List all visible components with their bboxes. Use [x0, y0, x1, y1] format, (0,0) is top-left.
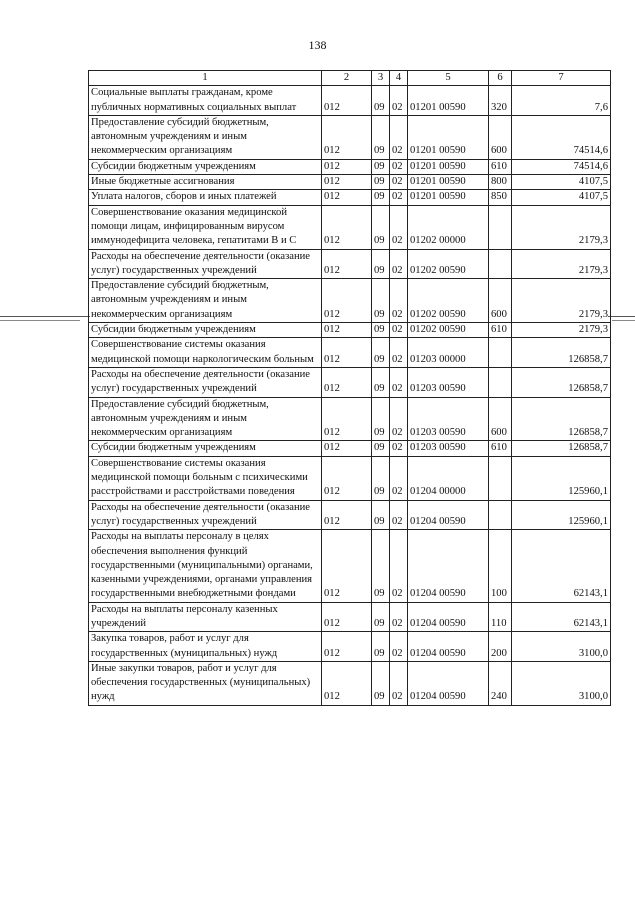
row-vr: 850: [489, 190, 512, 205]
row-pr: 02: [390, 86, 408, 116]
row-vr: 600: [489, 279, 512, 323]
row-name: Иные бюджетные ассигнования: [89, 175, 322, 190]
row-pr: 02: [390, 115, 408, 159]
col-header-3: 3: [372, 71, 390, 86]
row-name: Расходы на обеспечение деятельности (оказание услуг) государственных учреждений: [89, 249, 322, 279]
table-row: [89, 190, 611, 205]
row-name: Социальные выплаты гражданам, кроме публичных нормативных социальных выплат: [89, 86, 322, 116]
row-sum: 62143,1: [512, 530, 611, 602]
row-rz: 09: [372, 175, 390, 190]
row-sum: 4107,5: [512, 175, 611, 190]
row-vr: 800: [489, 175, 512, 190]
row-ved: 012: [322, 397, 372, 441]
row-name: Совершенствование системы оказания медицинской помощи наркологическим больным: [89, 338, 322, 368]
row-ved: 012: [322, 456, 372, 500]
row-sum: 3100,0: [512, 632, 611, 662]
row-rz: 09: [372, 500, 390, 530]
row-vr: 610: [489, 323, 512, 338]
row-pr: 02: [390, 441, 408, 456]
row-csr: 01204 00590: [408, 632, 489, 662]
row-vr: [489, 500, 512, 530]
row-vr: 610: [489, 159, 512, 174]
row-ved: 012: [322, 661, 372, 705]
row-sum: 125960,1: [512, 456, 611, 500]
row-sum: 4107,5: [512, 190, 611, 205]
row-pr: 02: [390, 323, 408, 338]
row-pr: 02: [390, 279, 408, 323]
table-row: [89, 205, 611, 249]
row-rz: 09: [372, 279, 390, 323]
row-pr: 02: [390, 397, 408, 441]
row-sum: 3100,0: [512, 661, 611, 705]
row-vr: 240: [489, 661, 512, 705]
row-csr: 01203 00000: [408, 338, 489, 368]
row-pr: 02: [390, 456, 408, 500]
table-row: [89, 115, 611, 159]
table-row: [89, 159, 611, 174]
table-row: [89, 661, 611, 705]
row-vr: 600: [489, 115, 512, 159]
row-rz: 09: [372, 367, 390, 397]
row-csr: 01203 00590: [408, 367, 489, 397]
row-pr: 02: [390, 367, 408, 397]
row-rz: 09: [372, 397, 390, 441]
row-vr: [489, 338, 512, 368]
table-row: [89, 249, 611, 279]
row-ved: 012: [322, 190, 372, 205]
row-vr: 200: [489, 632, 512, 662]
row-name: Субсидии бюджетным учреждениям: [89, 441, 322, 456]
row-ved: 012: [322, 115, 372, 159]
row-rz: 09: [372, 205, 390, 249]
row-pr: 02: [390, 175, 408, 190]
row-rz: 09: [372, 441, 390, 456]
row-name: Расходы на выплаты персоналу казенных учреждений: [89, 602, 322, 632]
row-rz: 09: [372, 86, 390, 116]
row-csr: 01201 00590: [408, 190, 489, 205]
row-vr: [489, 249, 512, 279]
row-name: Субсидии бюджетным учреждениям: [89, 159, 322, 174]
row-rz: 09: [372, 456, 390, 500]
row-rz: 09: [372, 159, 390, 174]
table-row: [89, 86, 611, 116]
row-csr: 01201 00590: [408, 86, 489, 116]
row-csr: 01203 00590: [408, 397, 489, 441]
col-header-1: 1: [89, 71, 322, 86]
col-header-4: 4: [390, 71, 408, 86]
row-ved: 012: [322, 249, 372, 279]
row-sum: 125960,1: [512, 500, 611, 530]
col-header-6: 6: [489, 71, 512, 86]
table-row: [89, 397, 611, 441]
scan-line-left-lower: [0, 320, 80, 321]
row-name: Предоставление субсидий бюджетным, автономным учреждениям и иным некоммерческим организациям: [89, 279, 322, 323]
row-pr: 02: [390, 338, 408, 368]
row-sum: 126858,7: [512, 367, 611, 397]
col-header-7: 7: [512, 71, 611, 86]
row-csr: 01204 00590: [408, 602, 489, 632]
row-csr: 01202 00590: [408, 279, 489, 323]
row-ved: 012: [322, 159, 372, 174]
row-pr: 02: [390, 661, 408, 705]
table-row: [89, 456, 611, 500]
table-row: [89, 530, 611, 602]
table-row: [89, 602, 611, 632]
row-ved: 012: [322, 602, 372, 632]
row-ved: 012: [322, 86, 372, 116]
table-row: [89, 500, 611, 530]
row-rz: 09: [372, 249, 390, 279]
row-ved: 012: [322, 632, 372, 662]
row-vr: 600: [489, 397, 512, 441]
row-csr: 01201 00590: [408, 115, 489, 159]
table-row: [89, 441, 611, 456]
row-name: Уплата налогов, сборов и иных платежей: [89, 190, 322, 205]
row-rz: 09: [372, 190, 390, 205]
row-name: Субсидии бюджетным учреждениям: [89, 323, 322, 338]
row-csr: 01201 00590: [408, 159, 489, 174]
row-name: Иные закупки товаров, работ и услуг для обеспечения государственных (муниципальных) нужд: [89, 661, 322, 705]
budget-table: [88, 70, 611, 706]
row-sum: 62143,1: [512, 602, 611, 632]
row-rz: 09: [372, 530, 390, 602]
row-vr: 110: [489, 602, 512, 632]
row-sum: 126858,7: [512, 397, 611, 441]
row-sum: 126858,7: [512, 338, 611, 368]
row-name: Предоставление субсидий бюджетным, автономным учреждениям и иным некоммерческим организациям: [89, 115, 322, 159]
row-sum: 74514,6: [512, 115, 611, 159]
row-rz: 09: [372, 661, 390, 705]
row-ved: 012: [322, 175, 372, 190]
table-row: [89, 175, 611, 190]
row-ved: 012: [322, 367, 372, 397]
row-sum: 2179,3: [512, 205, 611, 249]
row-pr: 02: [390, 632, 408, 662]
row-pr: 02: [390, 190, 408, 205]
row-csr: 01201 00590: [408, 175, 489, 190]
row-sum: 2179,3: [512, 249, 611, 279]
row-vr: [489, 456, 512, 500]
row-pr: 02: [390, 159, 408, 174]
row-rz: 09: [372, 602, 390, 632]
row-sum: 2179,3: [512, 279, 611, 323]
row-rz: 09: [372, 338, 390, 368]
row-sum: 2179,3: [512, 323, 611, 338]
row-name: Расходы на обеспечение деятельности (оказание услуг) государственных учреждений: [89, 367, 322, 397]
row-name: Закупка товаров, работ и услуг для государственных (муниципальных) нужд: [89, 632, 322, 662]
row-ved: 012: [322, 323, 372, 338]
row-sum: 126858,7: [512, 441, 611, 456]
row-ved: 012: [322, 205, 372, 249]
row-vr: 320: [489, 86, 512, 116]
page-number: 138: [308, 38, 327, 52]
row-csr: 01202 00590: [408, 323, 489, 338]
col-header-2: 2: [322, 71, 372, 86]
row-pr: 02: [390, 249, 408, 279]
row-name: Совершенствование системы оказания медицинской помощи больным с психическими расстройствами и расстройствами поведения: [89, 456, 322, 500]
row-ved: 012: [322, 338, 372, 368]
row-vr: [489, 205, 512, 249]
col-header-5: 5: [408, 71, 489, 86]
row-csr: 01204 00590: [408, 661, 489, 705]
table-header-row: [89, 71, 611, 86]
row-csr: 01203 00590: [408, 441, 489, 456]
scan-line-right: [608, 316, 635, 317]
row-csr: 01202 00000: [408, 205, 489, 249]
row-rz: 09: [372, 632, 390, 662]
table-row: [89, 279, 611, 323]
row-rz: 09: [372, 115, 390, 159]
row-pr: 02: [390, 500, 408, 530]
row-csr: 01204 00000: [408, 456, 489, 500]
row-ved: 012: [322, 441, 372, 456]
row-csr: 01202 00590: [408, 249, 489, 279]
table-row: [89, 323, 611, 338]
scan-line-right-lower: [612, 320, 635, 321]
row-csr: 01204 00590: [408, 500, 489, 530]
table-row: [89, 632, 611, 662]
row-name: Расходы на выплаты персоналу в целях обеспечения выполнения функций государственными (муниципальными) органами, казенными учреждениями, органами управления государственными внебюджетными фондами: [89, 530, 322, 602]
table-row: [89, 338, 611, 368]
row-csr: 01204 00590: [408, 530, 489, 602]
row-vr: [489, 367, 512, 397]
row-pr: 02: [390, 602, 408, 632]
row-pr: 02: [390, 530, 408, 602]
row-ved: 012: [322, 279, 372, 323]
row-name: Расходы на обеспечение деятельности (оказание услуг) государственных учреждений: [89, 500, 322, 530]
row-rz: 09: [372, 323, 390, 338]
row-vr: 610: [489, 441, 512, 456]
row-ved: 012: [322, 530, 372, 602]
row-sum: 74514,6: [512, 159, 611, 174]
row-sum: 7,6: [512, 86, 611, 116]
scan-line-left: [0, 316, 90, 317]
row-name: Совершенствование оказания медицинской помощи лицам, инфицированным вирусом иммунодефицита человека, гепатитами В и С: [89, 205, 322, 249]
row-vr: 100: [489, 530, 512, 602]
table-row: [89, 367, 611, 397]
row-pr: 02: [390, 205, 408, 249]
row-ved: 012: [322, 500, 372, 530]
row-name: Предоставление субсидий бюджетным, автономным учреждениям и иным некоммерческим организациям: [89, 397, 322, 441]
